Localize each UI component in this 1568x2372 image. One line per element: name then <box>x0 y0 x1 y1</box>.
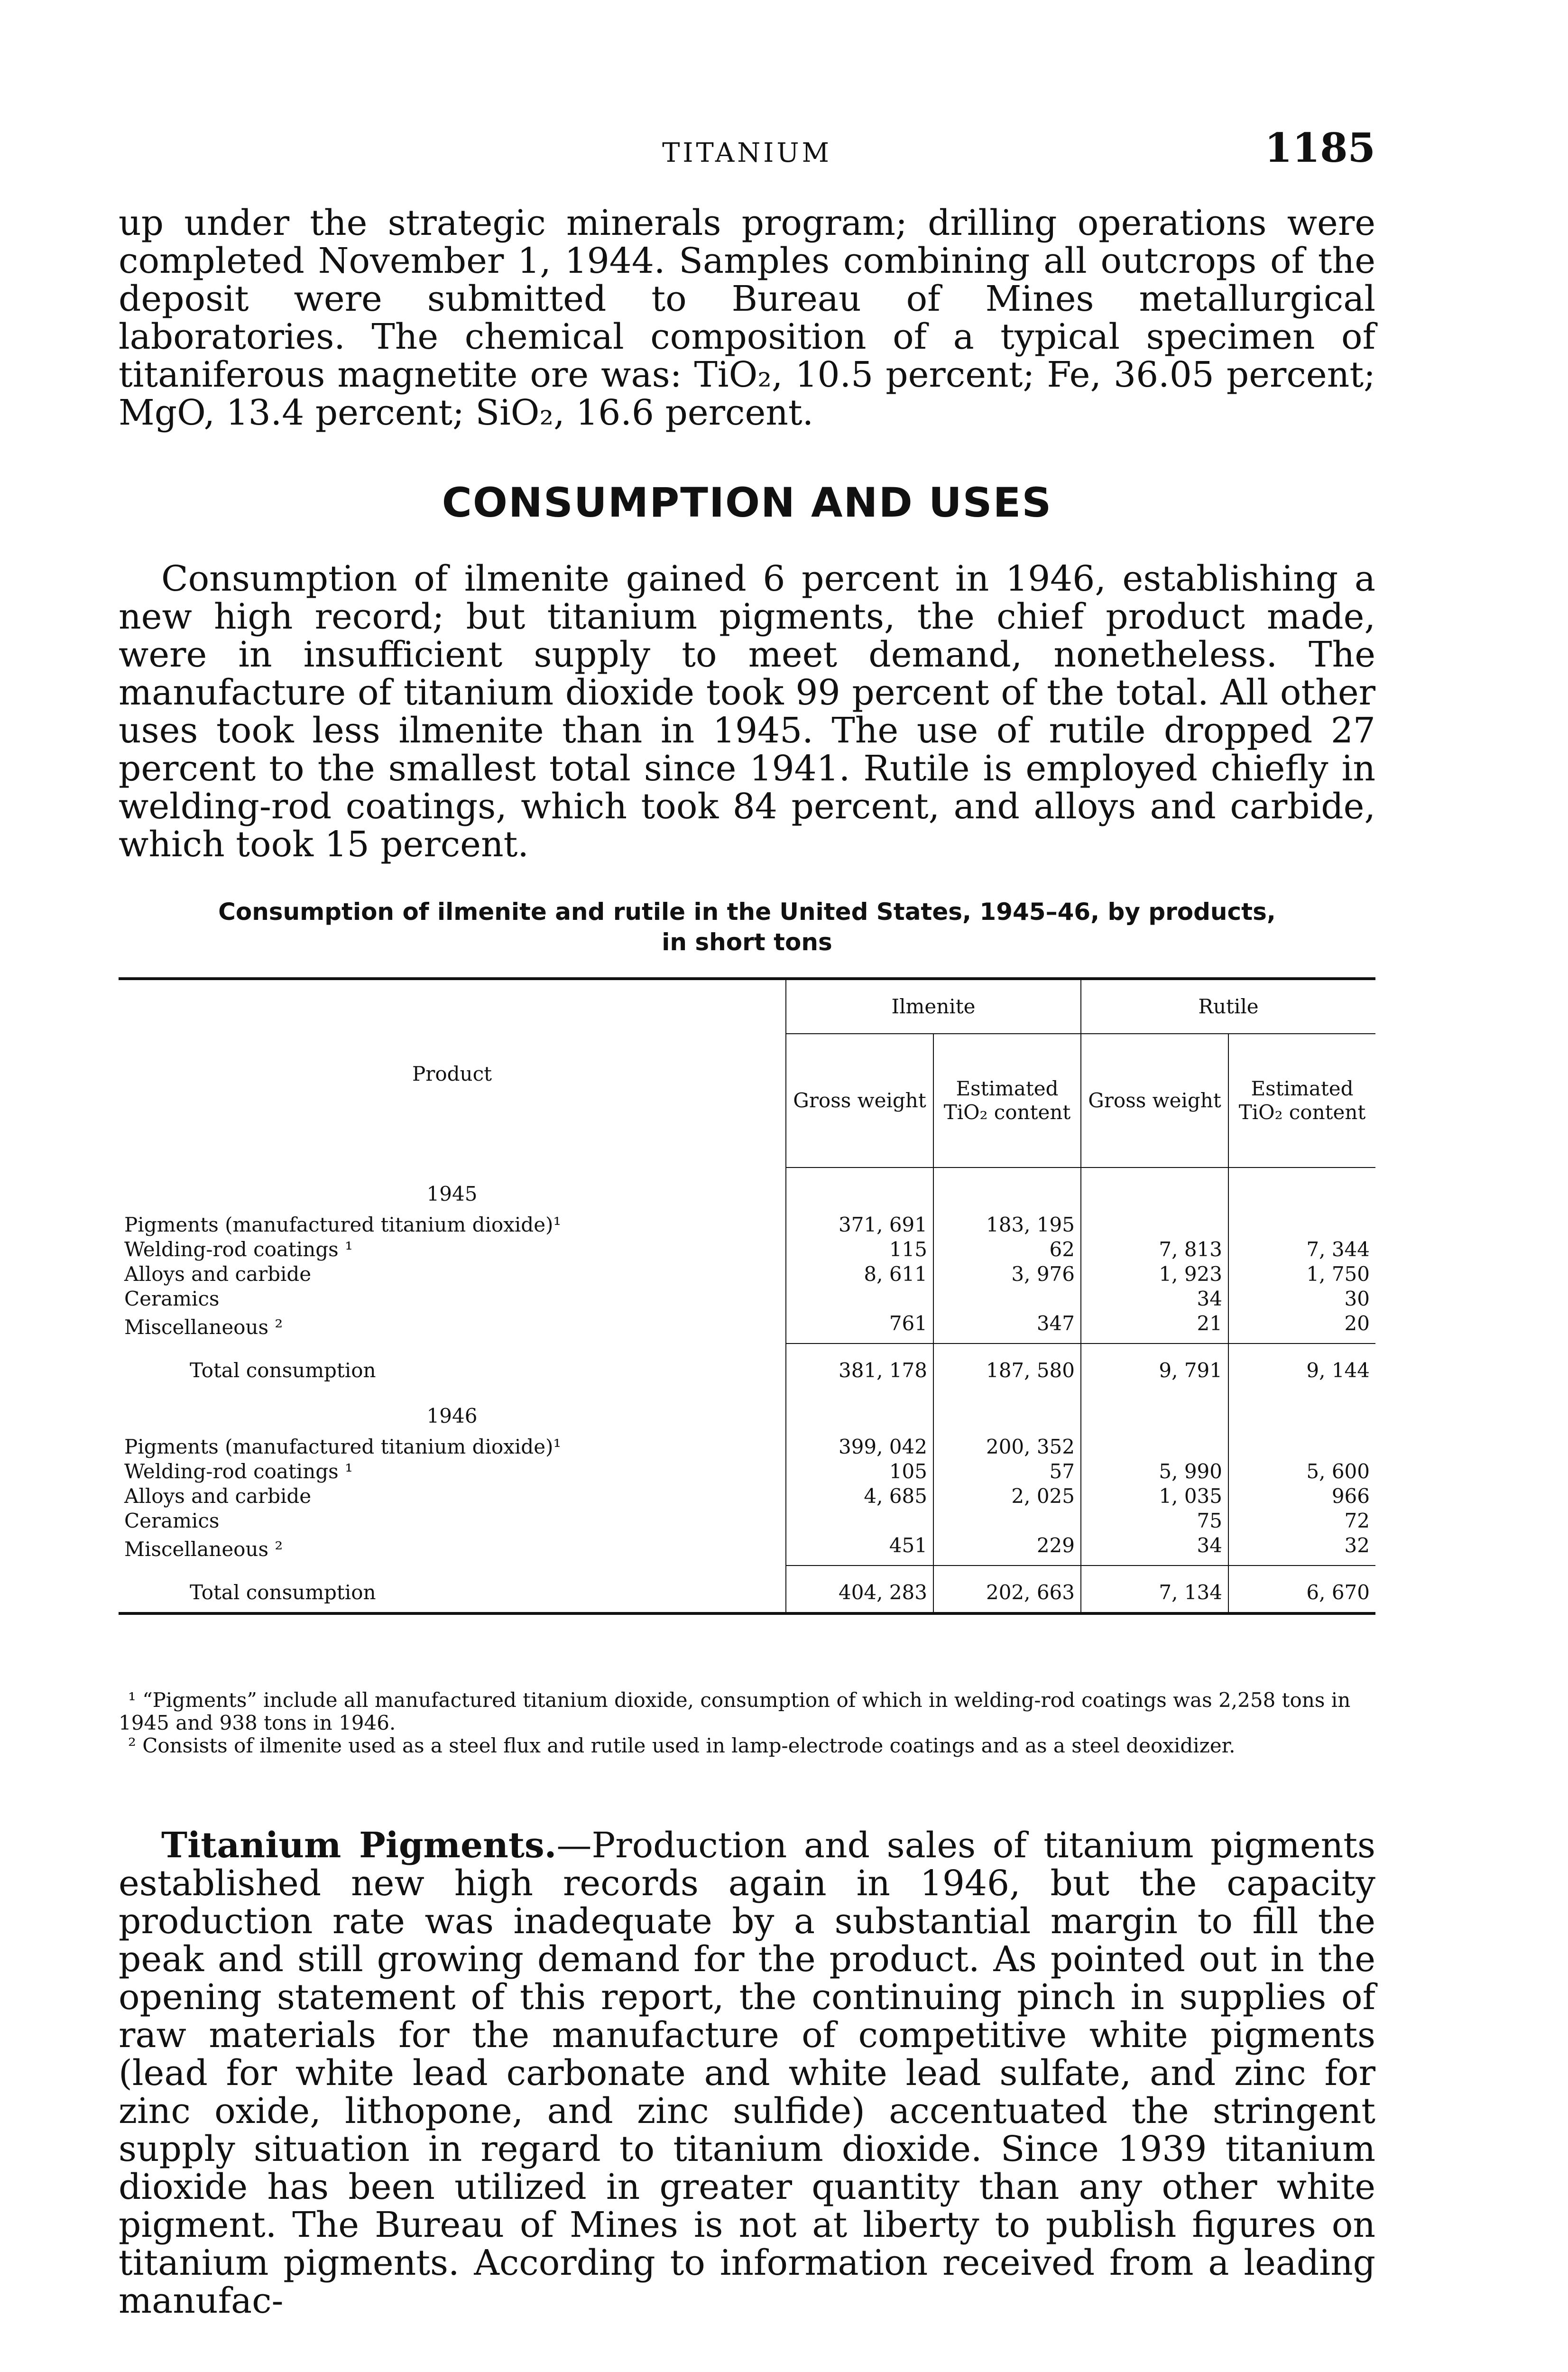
consumption-table <box>119 977 1375 1615</box>
ilmenite-tio2-cell: 229 <box>933 1533 1081 1566</box>
ilmenite-gross-cell: 8, 611 <box>786 1262 933 1287</box>
product-cell: Pigments (manufactured titanium dioxide)¹ <box>124 1435 562 1458</box>
rutile-tio2-cell: 7, 344 <box>1228 1237 1375 1262</box>
rutile-gross-cell <box>1081 1213 1228 1237</box>
page-number: 1185 <box>1264 124 1375 171</box>
year-label: 1946 <box>426 1404 478 1427</box>
total-row-1946 <box>119 1566 1375 1613</box>
table-row <box>119 1287 1375 1311</box>
ilmenite-gross-cell: 761 <box>786 1311 933 1344</box>
rutile-tio2-cell <box>1228 1435 1375 1459</box>
table-row <box>119 1484 1375 1509</box>
rutile-tio2-cell: 20 <box>1228 1311 1375 1344</box>
product-cell: Welding-rod coatings ¹ <box>124 1460 353 1483</box>
pigments-run-in-heading: Titanium Pigments. <box>161 1825 557 1866</box>
total-row-1945 <box>119 1344 1375 1390</box>
rutile-tio2-cell: 32 <box>1228 1533 1375 1566</box>
total-rutile-gross: 7, 134 <box>1081 1566 1228 1613</box>
ilmenite-tio2-cell: 3, 976 <box>933 1262 1081 1287</box>
ilmenite-gross-cell <box>786 1287 933 1311</box>
footnotes <box>119 1689 1375 1757</box>
product-cell: Pigments (manufactured titanium dioxide)¹ <box>124 1213 562 1236</box>
ilmenite-gross-cell: 451 <box>786 1533 933 1566</box>
column-header-product: Product <box>412 1062 492 1085</box>
consumption-table-wrapper <box>119 977 1375 1615</box>
product-cell: Miscellaneous ² <box>124 1538 283 1561</box>
ilmenite-tio2-cell <box>933 1287 1081 1311</box>
ilmenite-tio2-cell <box>933 1509 1081 1533</box>
column-header-ilmenite-gross: Gross weight <box>786 1034 933 1167</box>
table-row <box>119 1237 1375 1262</box>
product-cell: Ceramics <box>124 1287 220 1310</box>
column-header-ilmenite-tio2: Estimated TiO₂ content <box>933 1034 1081 1167</box>
rutile-tio2-cell: 30 <box>1228 1287 1375 1311</box>
year-row-1946 <box>119 1390 1375 1435</box>
table-caption-line2: in short tons <box>662 928 832 956</box>
product-cell: Welding-rod coatings ¹ <box>124 1238 353 1261</box>
total-ilmenite-gross: 381, 178 <box>786 1344 933 1390</box>
pigments-paragraph <box>119 1826 1375 2320</box>
total-rutile-gross: 9, 791 <box>1081 1344 1228 1390</box>
running-title: TITANIUM <box>662 138 832 168</box>
pigments-paragraph-text: —Production and sales of titanium pigments established new high records again in 1946, but the capacity production rate was inadequate by a substantial margin to fill the peak and still growing demand for the product. As pointed out in the opening statement of this report, the continuing pinch in supplies of raw materials for the manufacture of competitive white pigments (lead for white lead carbonate and white lead sulfate, and zinc for zinc oxide, lithopone, and zinc sulfide) accentuated the stringent supply situation in regard to titanium dioxide. Since 1939 titanium dioxide has been utilized in greater quantity than any other white pigment. The Bureau of Mines is not at liberty to publish figures on titanium pigments. According to information received from a leading manufac- <box>119 1825 1375 2321</box>
running-head <box>119 124 1375 176</box>
intro-paragraph: up under the strategic minerals program; drilling operations were completed November 1, 1944. Samples combining all outcrops of the deposit were submitted to Bureau of Mines metallurgical laboratories. The chemical composition of a typical specimen of titaniferous magnetite ore was: TiO₂, 10.5 percent; Fe, 36.05 percent; MgO, 13.4 percent; SiO₂, 16.6 percent. <box>119 203 1375 433</box>
year-row-1945 <box>119 1167 1375 1213</box>
ilmenite-gross-cell: 115 <box>786 1237 933 1262</box>
rutile-gross-cell: 34 <box>1081 1533 1228 1566</box>
ilmenite-gross-cell: 105 <box>786 1459 933 1484</box>
table-row <box>119 1435 1375 1459</box>
rutile-tio2-cell <box>1228 1213 1375 1237</box>
column-header-rutile-gross: Gross weight <box>1081 1034 1228 1167</box>
rutile-gross-cell: 34 <box>1081 1287 1228 1311</box>
column-group-ilmenite: Ilmenite <box>786 979 1081 1034</box>
rutile-tio2-cell: 5, 600 <box>1228 1459 1375 1484</box>
rutile-gross-cell: 1, 923 <box>1081 1262 1228 1287</box>
footnote-1: ¹ “Pigments” include all manufactured titanium dioxide, consumption of which in welding-rod coatings was 2,258 tons in 1945 and 938 tons in 1946. <box>119 1688 1351 1734</box>
product-cell: Alloys and carbide <box>124 1262 312 1286</box>
year-label: 1945 <box>426 1182 478 1205</box>
ilmenite-gross-cell <box>786 1509 933 1533</box>
rutile-gross-cell: 75 <box>1081 1509 1228 1533</box>
total-rutile-tio2: 9, 144 <box>1228 1344 1375 1390</box>
footnote-2: ² Consists of ilmenite used as a steel flux and rutile used in lamp-electrode coatings and as a steel deoxidizer. <box>128 1734 1236 1757</box>
total-ilmenite-tio2: 202, 663 <box>933 1566 1081 1613</box>
table-row <box>119 1311 1375 1344</box>
ilmenite-tio2-cell: 200, 352 <box>933 1435 1081 1459</box>
total-ilmenite-tio2: 187, 580 <box>933 1344 1081 1390</box>
ilmenite-tio2-cell: 62 <box>933 1237 1081 1262</box>
rutile-tio2-cell: 966 <box>1228 1484 1375 1509</box>
column-group-rutile: Rutile <box>1081 979 1375 1034</box>
consumption-paragraph: Consumption of ilmenite gained 6 percent in 1946, establishing a new high record; but titanium pigments, the chief product made, were in insufficient supply to meet demand, nonetheless. The manufacture of titanium dioxide took 99 percent of the total. All other uses took less ilmenite than in 1945. The use of rutile dropped 27 percent to the smallest total since 1941. Rutile is employed chiefly in welding-rod coatings, which took 84 percent, and alloys and carbide, which took 15 percent. <box>119 558 1375 865</box>
ilmenite-gross-cell: 399, 042 <box>786 1435 933 1459</box>
rutile-gross-cell: 1, 035 <box>1081 1484 1228 1509</box>
rutile-gross-cell: 5, 990 <box>1081 1459 1228 1484</box>
rutile-gross-cell: 21 <box>1081 1311 1228 1344</box>
rutile-gross-cell: 7, 813 <box>1081 1237 1228 1262</box>
table-row <box>119 1533 1375 1566</box>
ilmenite-gross-cell: 4, 685 <box>786 1484 933 1509</box>
table-row <box>119 1213 1375 1237</box>
column-header-rutile-tio2: Estimated TiO₂ content <box>1228 1034 1375 1167</box>
table-caption <box>119 897 1375 957</box>
table-row <box>119 1262 1375 1287</box>
ilmenite-tio2-cell: 183, 195 <box>933 1213 1081 1237</box>
section-heading: CONSUMPTION AND USES <box>442 479 1052 527</box>
total-label: Total consumption <box>190 1580 376 1604</box>
ilmenite-gross-cell: 371, 691 <box>786 1213 933 1237</box>
ilmenite-tio2-cell: 347 <box>933 1311 1081 1344</box>
ilmenite-tio2-cell: 2, 025 <box>933 1484 1081 1509</box>
rutile-tio2-cell: 72 <box>1228 1509 1375 1533</box>
product-cell: Ceramics <box>124 1509 220 1532</box>
table-row <box>119 1509 1375 1533</box>
product-cell: Alloys and carbide <box>124 1484 312 1508</box>
table-caption-line1: Consumption of ilmenite and rutile in the United States, 1945–46, by products, <box>218 898 1276 926</box>
total-label: Total consumption <box>190 1358 376 1382</box>
total-rutile-tio2: 6, 670 <box>1228 1566 1375 1613</box>
total-ilmenite-gross: 404, 283 <box>786 1566 933 1613</box>
rutile-tio2-cell: 1, 750 <box>1228 1262 1375 1287</box>
ilmenite-tio2-cell: 57 <box>933 1459 1081 1484</box>
rutile-gross-cell <box>1081 1435 1228 1459</box>
product-cell: Miscellaneous ² <box>124 1316 283 1339</box>
table-row <box>119 1459 1375 1484</box>
table-body <box>119 1167 1375 1613</box>
